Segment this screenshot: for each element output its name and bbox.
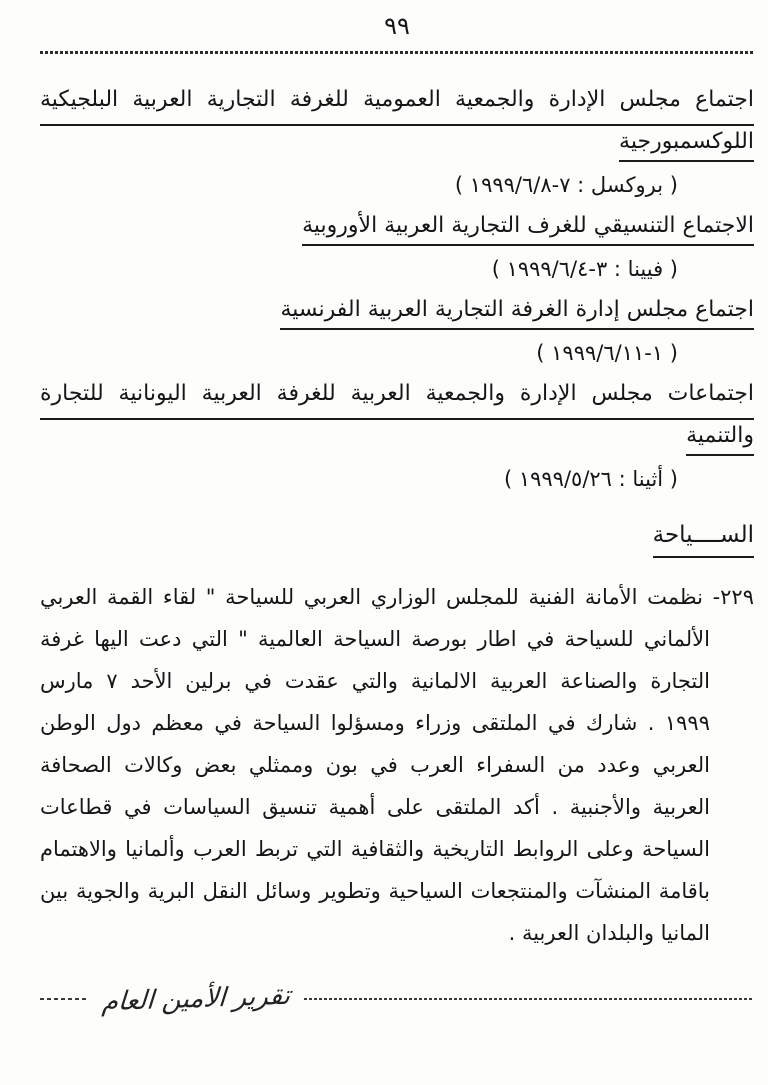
meeting-date: ( أثينا : ١٩٩٩/٥/٢٦ ) — [503, 467, 678, 491]
header-rule — [40, 51, 754, 54]
meeting-title-continued: اللوكسمبورجية — [40, 126, 754, 168]
page-number: ٩٩ — [384, 12, 410, 40]
paragraph-line: العربية والأجنبية . أكد الملتقى على أهمية تنسيق السياسات في قطاعات — [40, 795, 710, 819]
paragraph-line: ١٩٩٩ . شارك في الملتقى وزراء ومسؤلوا السياحة في معظم دول الوطن — [40, 711, 710, 735]
meeting-title: اجتماع مجلس الإدارة والجمعية العمومية للغرفة التجارية العربية البلجيكية — [40, 84, 754, 126]
paragraph-line: المانيا والبلدان العربية . — [508, 921, 710, 945]
footer-signature: تقرير الأمين العام — [101, 980, 292, 1018]
paragraph-line: التجارة والصناعة العربية الالمانية والتي عقدت في برلين الأحد ٧ مارس — [40, 669, 710, 693]
meeting-title: الاجتماع التنسيقي للغرف التجارية العربية الأوروبية — [40, 210, 754, 252]
meeting-title: اجتماعات مجلس الإدارة والجمعية العربية للغرفة العربية اليونانية للتجارة — [40, 378, 754, 420]
section-heading-tourism: الســــياحة — [40, 520, 754, 562]
paragraph-line: باقامة المنشآت والمنتجعات السياحية وتطوير وسائل النقل البرية والجوية بين — [40, 879, 710, 903]
paragraph-line: ٢٢٩- نظمت الأمانة الفنية للمجلس الوزاري العربي للسياحة " لقاء القمة العربي — [40, 585, 754, 609]
paragraph-line: الألماني للسياحة في اطار بورصة السياحة العالمية " التي دعت اليها غرفة — [40, 627, 710, 651]
paragraph-line: العربي وعدد من السفراء العرب في بون وممثلي بعض وكالات الصحافة — [40, 753, 710, 777]
meeting-entry — [40, 210, 754, 294]
meeting-date: ( ١-١٩٩٩/٦/١١ ) — [536, 341, 678, 365]
meeting-date: ( فيينا : ٣-١٩٩٩/٦/٤ ) — [491, 257, 678, 281]
meeting-title-continued: والتنمية — [40, 420, 754, 462]
meeting-entry — [40, 378, 754, 504]
paragraph-229 — [40, 576, 754, 954]
meeting-date: ( بروكسل : ٧-١٩٩٩/٦/٨ ) — [454, 173, 678, 197]
footer-dotted-rule — [304, 998, 754, 1000]
page-footer — [40, 980, 754, 1018]
meetings-list — [40, 84, 754, 504]
meeting-entry — [40, 294, 754, 378]
meeting-entry — [40, 84, 754, 210]
meeting-title: اجتماع مجلس إدارة الغرفة التجارية العربية الفرنسية — [40, 294, 754, 336]
paragraph-line: السياحة وعلى الروابط التاريخية والثقافية التي تربط العرب وألمانيا والاهتمام — [40, 837, 710, 861]
footer-dash-rule — [40, 998, 86, 1000]
